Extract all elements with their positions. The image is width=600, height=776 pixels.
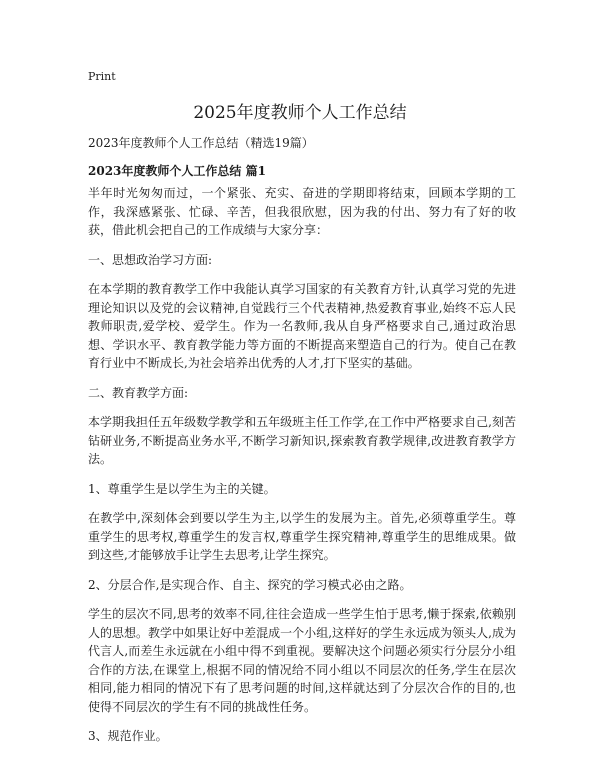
article-body [88,184,516,757]
paragraph-respect-students: 在教学中,深刻体会到要以学生为主,以学生的发展为主。首先,必须尊重学生。尊重学生的思考权,尊重学生的发言权,尊重学生探究精神,尊重学生的思维成果。做到这些,才能够放手让学生去思考,让学生探究。 [88,511,516,562]
heading-political-study: 一、思想政治学习方面: [88,252,213,267]
point-respect-students: 1、尊重学生是以学生为主的关键。 [88,481,276,496]
print-link[interactable]: Print [88,70,116,83]
point-homework: 3、规范作业。 [88,729,168,743]
heading-teaching: 二、教育教学方面: [88,385,189,400]
document-subtitle: 2023年度教师个人工作总结（精选19篇） [88,136,314,150]
point-layered-cooperation: 2、分层合作,是实现合作、自主、探究的学习模式必由之路。 [88,577,412,592]
document-title: 2025年度教师个人工作总结 [193,103,407,123]
paragraph-political-study: 在本学期的教育教学工作中我能认真学习国家的有关教育方针,认真学习党的先进理论知识以及党的会议精神,自觉践行三个代表精神,热爱教育事业,始终不忘人民教师职责,爱学校、爱学生。作为一名教师,我从自身严格要求自己,通过政治思想、学识水平、教育教学能力等方面的不断提高来塑造自己的行为。使自己在教育行业中不断成长,为社会培养出优秀的人才,打下坚实的基础。 [88,282,516,370]
paragraph-teaching: 本学期我担任五年级数学教学和五年级班主任工作学,在工作中严格要求自己,刻苦钻研业务,不断提高业务水平,不断学习新知识,探索教育教学规律,改进教育教学方法。 [88,415,516,466]
section-heading: 2023年度教师个人工作总结 篇1 [88,164,266,178]
paragraph-intro: 半年时光匆匆而过，一个紧张、充实、奋进的学期即将结束，回顾本学期的工作，我深感紧张、忙碌、辛苦，但我很欣慰，因为我的付出、努力有了好的收获，借此机会把自己的工作成绩与大家分享： [88,186,516,237]
paragraph-layered-cooperation: 学生的层次不同,思考的效率不同,往往会造成一些学生怕于思考,懒于探索,依赖别人的思想。教学中如果让好中差混成一个小组,这样好的学生永远成为领头人,成为代言人,而差生永远就在小组中得不到重视。要解决这个问题必须实行分层分小组合作的方法,在课堂上,根据不同的情况给不同小组以不同层次的任务,学生在层次相同,能力相同的情况下有了思考问题的时间,这样就达到了分层次合作的目的,也使得不同层次的学生有不同的挑战性任务。 [88,607,516,714]
